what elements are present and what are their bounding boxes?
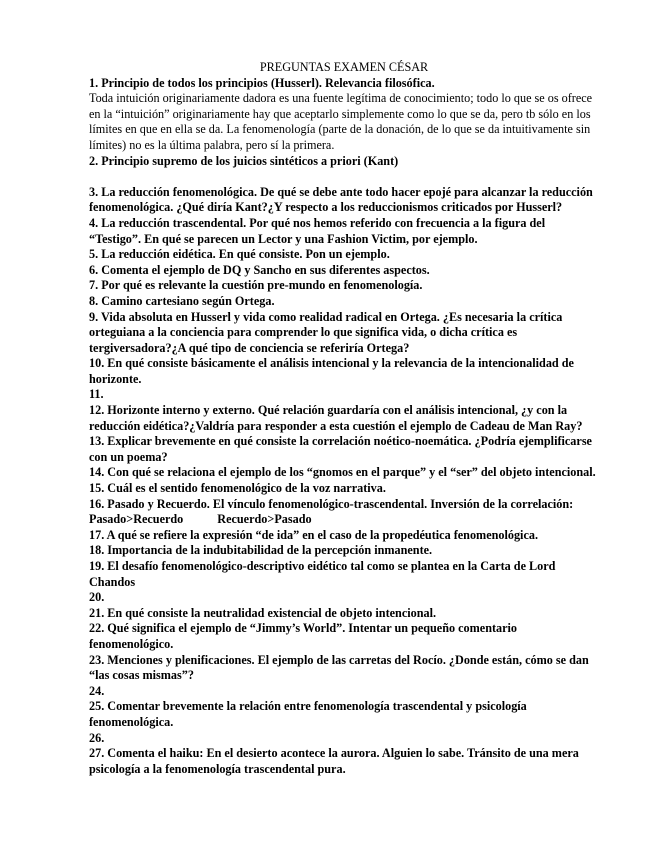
question-16-recuerdo-pasado: Recuerdo>Pasado <box>217 512 312 527</box>
question-18: 18. Importancia de la indubitabilidad de la percepción inmanente. <box>89 543 433 558</box>
question-27: 27. Comenta el haiku: En el desierto acontece la aurora. Alguien lo sabe. Tránsito de una mera psicología a la fenomenología trascendental pura. <box>89 746 579 776</box>
document-title: PREGUNTAS EXAMEN CÉSAR <box>259 60 429 74</box>
question-5: 5. La reducción eidética. En qué consiste. Pon un ejemplo. <box>89 247 390 262</box>
question-10: 10. En qué consiste básicamente el análisis intencional y la relevancia de la intencionalidad de horizonte. <box>89 356 574 386</box>
question-26: 26. <box>89 730 105 745</box>
question-2: 2. Principio supremo de los juicios sintéticos a priori (Kant) <box>89 153 399 168</box>
answer-1: Toda intuición originariamente dadora es una fuente legítima de conocimiento; todo lo que se os ofrece en la “intuición” originariamente hay que aceptarlo simplemente como lo que se da, pero tb sólo en los límites en que en ella se da. La fenomenología (parte de la donación, de lo que se da intuitivamente sin límites) no es la última palabra, pero sí la primera. <box>89 91 593 152</box>
question-7: 7. Por qué es relevante la cuestión pre-mundo en fenomenología. <box>89 278 423 293</box>
question-6: 6. Comenta el ejemplo de DQ y Sancho en sus diferentes aspectos. <box>89 262 430 277</box>
question-20: 20. <box>89 590 105 605</box>
question-19: 19. El desafío fenomenológico-descriptivo eidético tal como se plantea en la Carta de Lord Chandos <box>89 559 556 589</box>
question-23: 23. Menciones y plenificaciones. El ejemplo de las carretas del Rocío. ¿Donde están, cómo se dan “las cosas mismas”? <box>89 652 589 683</box>
question-4: 4. La reducción trascendental. Por qué nos hemos referido con frecuencia a la figura del “Testigo”. En qué se parecen un Lector y una Fashion Victim, por ejemplo. <box>89 215 546 246</box>
question-17: 17. A qué se refiere la expresión “de ida” en el caso de la propedéutica fenomenológica. <box>89 527 538 542</box>
document-page <box>89 60 599 777</box>
question-16-pasado-recuerdo: Pasado>Recuerdo <box>89 512 184 527</box>
blank-line <box>89 169 599 185</box>
question-12: 12. Horizonte interno y externo. Qué relación guardaría con el análisis intencional, ¿y con la reducción eidética?¿Valdría para responder a esta cuestión el ejemplo de Cadeau de Man Ray? <box>89 403 583 433</box>
question-15: 15. Cuál es el sentido fenomenológico de la voz narrativa. <box>89 481 386 496</box>
question-24: 24. <box>89 683 105 698</box>
question-3: 3. La reducción fenomenológica. De qué se debe ante todo hacer epojé para alcanzar la reducción fenomenológica. ¿Qué diría Kant?¿Y respecto a los reduccionismos criticados por Husserl? <box>89 184 593 215</box>
question-1: 1. Principio de todos los principios (Husserl). Relevancia filosófica. <box>89 75 435 90</box>
question-22: 22. Qué significa el ejemplo de “Jimmy’s World”. Intentar un pequeño comentario fenomenológico. <box>89 621 518 651</box>
question-14: 14. Con qué se relaciona el ejemplo de los “gnomos en el parque” y el “ser” del objeto intencional. <box>89 465 596 480</box>
question-11: 11. <box>89 387 104 402</box>
question-25: 25. Comentar brevemente la relación entre fenomenología trascendental y psicología fenomenológica. <box>89 699 527 729</box>
question-8: 8. Camino cartesiano según Ortega. <box>89 293 275 308</box>
question-16-line2 <box>89 512 599 528</box>
question-13: 13. Explicar brevemente en qué consiste la correlación noético-noemática. ¿Podría ejemplificarse con un poema? <box>89 434 592 464</box>
question-21: 21. En qué consiste la neutralidad existencial de objeto intencional. <box>89 605 437 620</box>
question-16: 16. Pasado y Recuerdo. El vínculo fenomenológico-trascendental. Inversión de la correlación: <box>89 496 574 511</box>
question-9: 9. Vida absoluta en Husserl y vida como realidad radical en Ortega. ¿Es necesaria la crítica orteguiana a la conciencia para comprender lo que significa vida, o dicha crítica es tergiversadora?¿A qué tipo de conciencia se referiría Ortega? <box>89 309 563 355</box>
